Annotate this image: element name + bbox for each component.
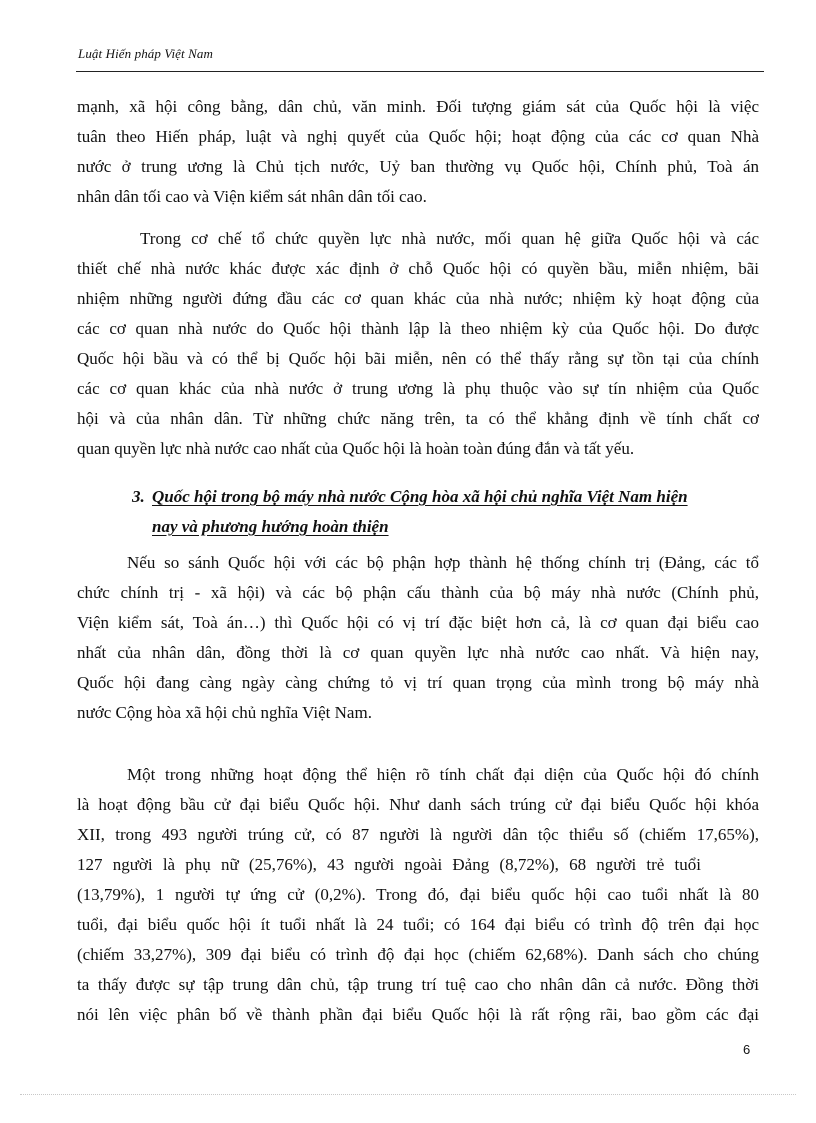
text-line: các cơ quan nhà nước do Quốc hội thành lập là theo nhiệm kỳ của Quốc hội. Do được xyxy=(77,319,759,338)
running-header-title: Luật Hiến pháp Việt Nam xyxy=(78,46,213,61)
text-line: Quốc hội bầu và có thể bị Quốc hội bãi miễn, nên có thể thấy rằng sự tồn tại của chính xyxy=(77,349,759,368)
text-line: tuổi, đại biểu quốc hội ít tuổi nhất là 24 tuổi; có 164 đại biểu có trình độ trên đại học xyxy=(77,915,759,934)
page-number: 6 xyxy=(743,1042,751,1057)
text-line: tuân theo Hiến pháp, luật và nghị quyết của Quốc hội; hoạt động của các cơ quan Nhà xyxy=(77,127,759,146)
text-line: các cơ quan khác của nhà nước ở trung ương là phụ thuộc vào sự tín nhiệm của Quốc xyxy=(77,379,759,398)
section-heading-line: Quốc hội trong bộ máy nhà nước Cộng hòa xã hội chủ nghĩa Việt Nam hiện xyxy=(152,487,688,506)
text-line: XII, trong 493 người trúng cử, có 87 người là người dân tộc thiểu số (chiếm 17,65%), xyxy=(77,825,759,844)
text-line: nước Cộng hòa xã hội chủ nghĩa Việt Nam. xyxy=(77,703,372,722)
text-line: nhiệm những người đứng đầu các cơ quan khác của nhà nước; nhiệm kỳ hoạt động của xyxy=(77,289,759,308)
text-line: (13,79%), 1 người tự ứng cử (0,2%). Trong đó, đại biểu quốc hội cao tuổi nhất là 80 xyxy=(77,885,759,904)
paragraph-4 xyxy=(77,760,759,1030)
footer-divider xyxy=(20,1094,796,1095)
text-line: Nếu so sánh Quốc hội với các bộ phận hợp thành hệ thống chính trị (Đảng, các tổ xyxy=(127,553,759,572)
paragraph-2 xyxy=(77,224,759,464)
section-heading-number: 3. xyxy=(132,487,145,506)
text-line: nhất của nhân dân, đồng thời là cơ quan quyền lực nhà nước cao nhất. Và hiện nay, xyxy=(77,643,759,662)
text-line: 127 người là phụ nữ (25,76%), 43 người ngoài Đảng (8,72%), 68 người trẻ tuổi xyxy=(77,855,701,874)
section-heading-line: nay và phương hướng hoàn thiện xyxy=(152,517,389,536)
header-divider xyxy=(76,71,764,72)
text-line: Một trong những hoạt động thể hiện rõ tính chất đại diện của Quốc hội đó chính xyxy=(127,765,759,784)
text-line: Viện kiểm sát, Toà án…) thì Quốc hội có vị trí đặc biệt hơn cả, là cơ quan đại biểu cao xyxy=(77,613,759,632)
text-line: ta thấy được sự tập trung dân chủ, tập trung trí tuệ cao cho nhân dân cả nước. Đồng thời xyxy=(77,975,759,994)
text-line: hội và của nhân dân. Từ những chức năng trên, ta có thể khẳng định về tính chất cơ xyxy=(77,409,759,428)
paragraph-1 xyxy=(77,92,759,212)
text-line: quan quyền lực nhà nước cao nhất của Quốc hội là hoàn toàn đúng đắn và tất yếu. xyxy=(77,439,635,458)
text-line: nhân dân tối cao và Viện kiểm sát nhân dân tối cao. xyxy=(77,187,427,206)
text-line: nói lên việc phân bố về thành phần đại biểu Quốc hội là rất rộng rãi, bao gồm các đại xyxy=(77,1005,759,1024)
text-line: (chiếm 33,27%), 309 đại biểu có trình độ đại học (chiếm 62,68%). Danh sách cho chúng xyxy=(77,945,759,964)
text-line: là hoạt động bầu cử đại biểu Quốc hội. Như danh sách trúng cử đại biểu Quốc hội khóa xyxy=(77,795,759,814)
text-line: Trong cơ chế tổ chức quyền lực nhà nước, mối quan hệ giữa Quốc hội và các xyxy=(140,229,759,248)
paragraph-3 xyxy=(77,548,759,728)
text-line: thiết chế nhà nước khác được xác định ở chỗ Quốc hội có quyền bầu, miễn nhiệm, bãi xyxy=(77,259,759,278)
text-line: mạnh, xã hội công bằng, dân chủ, văn minh. Đối tượng giám sát của Quốc hội là việc xyxy=(77,97,759,116)
text-line: Quốc hội đang càng ngày càng chứng tỏ vị trí quan trọng của mình trong bộ máy nhà xyxy=(77,673,759,692)
text-line: chức chính trị - xã hội) và các bộ phận cấu thành của bộ máy nhà nước (Chính phủ, xyxy=(77,583,759,602)
text-line: nước ở trung ương là Chủ tịch nước, Uỷ ban thường vụ Quốc hội, Chính phủ, Toà án xyxy=(77,157,759,176)
